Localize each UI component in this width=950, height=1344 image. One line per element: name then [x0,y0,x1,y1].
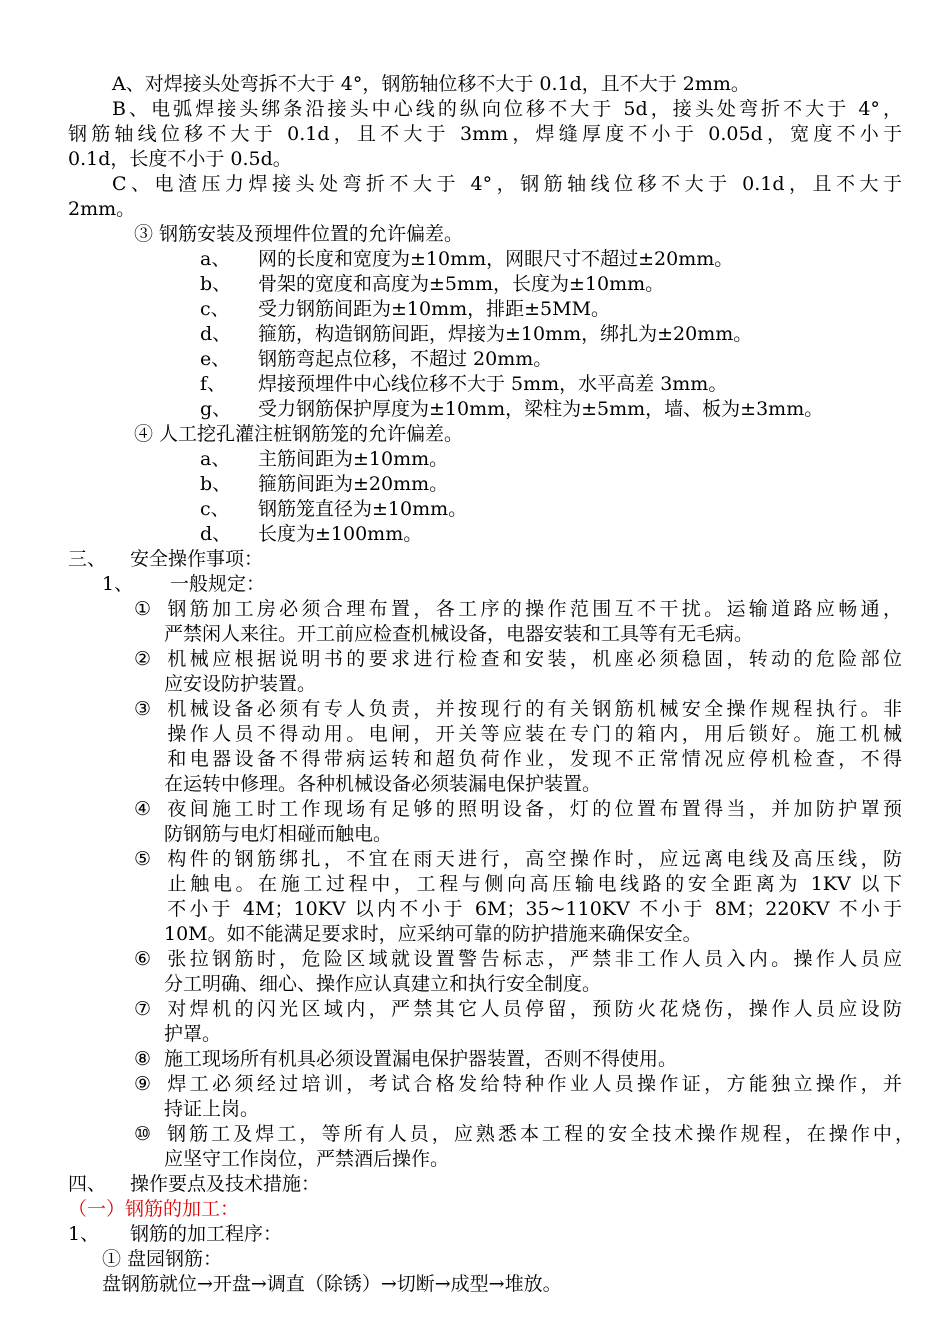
safety-rule-line [134,872,902,897]
coil-flow: 盘钢筋就位→开盘→调直（除锈）→切断→成型→堆放。 [102,1273,562,1295]
rule-text: 机械设备必须有专人负责，并按现行的有关钢筋机械安全操作规程执行。非 [164,698,902,720]
rule-text: 10M。如不能满足要求时，应采纳可靠的防护措施来确保安全。 [164,923,702,945]
sec4-item-d [200,522,422,547]
rule-text: 焊工必须经过培训，考试合格发给特种作业人员操作证，方能独立操作，并 [164,1073,902,1095]
sec3-item-e [200,347,552,372]
heading-4-1 [68,1222,282,1247]
item-text: 主筋间距为±10mm。 [258,448,449,470]
rule-number: ④ [134,798,152,820]
safety-rule-line [134,947,902,972]
rule-number: ⑨ [134,1073,152,1095]
heading-4 [68,1172,320,1197]
heading-text: 钢筋的加工程序： [130,1223,283,1245]
item-text: 钢筋弯起点位移，不超过 20mm。 [258,348,553,370]
sec3-item-f [200,372,727,397]
item-marker: g、 [200,398,232,420]
heading-text: 操作要点及技术措施： [130,1173,321,1195]
rule-number: ② [134,648,152,670]
item-marker: d、 [200,523,232,545]
rule-text: 应安设防护装置。 [164,673,317,695]
rule-number: ⑦ [134,998,152,1020]
sec4-item-b [200,472,448,497]
heading-3 [68,547,263,572]
sec4-item-a [200,447,448,472]
rule-number: ⑤ [134,848,152,870]
safety-rule-line [134,797,902,822]
sec3-item-b [200,272,664,297]
rule-text: 操作人员不得动用。电闸，开关等应装在专门的箱内，用后锁好。施工机械 [164,723,902,745]
weld-c-line-2: 2mm。 [68,198,136,220]
item-marker: e、 [200,348,231,370]
heading-number: 三、 [68,548,107,570]
coil-title: ① 盘园钢筋： [102,1248,223,1270]
item-marker: c、 [200,298,230,320]
rule-text: 护罩。 [164,1023,222,1045]
rule-text: 防钢筋与电灯相碰而触电。 [164,823,393,845]
rule-text: 严禁闲人来往。开工前应检查机械设备，电器安装和工具等有无毛病。 [164,623,754,645]
heading-3-1 [102,572,265,597]
item-text: 钢筋笼直径为±10mm。 [258,498,468,520]
weld-c-line-1: C、电渣压力焊接头处弯折不大于 4°，钢筋轴线位移不大于 0.1d，且不大于 [112,173,902,195]
weld-b-line-1: B、电弧焊接头绑条沿接头中心线的纵向位移不大于 5d，接头处弯折不大于 4°， [112,98,902,120]
heading-text: 安全操作事项： [130,548,264,570]
heading-4-subtitle: （一）钢筋的加工： [68,1198,240,1220]
safety-rule-line [134,772,601,797]
item-text: 骨架的宽度和高度为±5mm，长度为±10mm。 [258,273,665,295]
weld-b-line-2: 钢筋轴线位移不大于 0.1d，且不大于 3mm，焊缝厚度不小于 0.05d，宽度不小于 [68,123,902,145]
item-text: 受力钢筋保护厚度为±10mm，梁柱为±5mm，墙、板为±3mm。 [258,398,824,420]
rule-number: ⑥ [134,948,152,970]
rule-text: 和电器设备不得带病运转和超负荷作业，发现不正常情况应停机检查，不得 [164,748,902,770]
rule-text: 夜间施工时工作现场有足够的照明设备，灯的位置布置得当，并加防护罩预 [164,798,902,820]
rule-text: 在运转中修理。各种机械设备必须装漏电保护装置。 [164,773,602,795]
rule-text: 不小于 4M；10KV 以内不小于 6M；35~110KV 不小于 8M；220KV 不小于 [164,898,902,920]
sec3-item-a [200,247,733,272]
rule-text: 钢筋工及焊工，等所有人员，应熟悉本工程的安全技术操作规程，在操作中， [164,1123,914,1145]
sec3-item-g [200,397,823,422]
safety-rule-line [134,722,902,747]
section-4-title: ④ 人工挖孔灌注桩钢筋笼的允许偏差。 [134,423,464,445]
rule-number: ⑩ [134,1123,152,1145]
sec3-item-d [200,322,752,347]
safety-rule-line [134,647,902,672]
rule-text: 持证上岗。 [164,1098,260,1120]
safety-rule-line [134,697,902,722]
rule-text: 张拉钢筋时，危险区域就设置警告标志，严禁非工作人员入内。操作人员应 [164,948,902,970]
rule-text: 止触电。在施工过程中，工程与侧向高压输电线路的安全距离为 1KV 以下 [164,873,902,895]
safety-rule-line [134,972,601,997]
safety-rule-line [134,1147,449,1172]
item-marker: b、 [200,473,232,495]
item-text: 受力钢筋间距为±10mm，排距±5MM。 [258,298,611,320]
rule-number: ③ [134,698,152,720]
rule-text: 钢筋加工房必须合理布置，各工序的操作范围互不干扰。运输道路应畅通， [164,598,902,620]
item-text: 焊接预埋件中心线位移不大于 5mm，水平高差 3mm。 [258,373,728,395]
rule-number: ① [134,598,152,620]
item-text: 箍筋间距为±20mm。 [258,473,449,495]
heading-number: 四、 [68,1173,107,1195]
safety-rule-line [134,922,702,947]
safety-rule-line [134,1072,902,1097]
safety-rule-line [134,597,902,622]
safety-rule-line [134,897,902,922]
rule-text: 施工现场所有机具必须设置漏电保护器装置，否则不得使用。 [164,1048,678,1070]
heading-number: 1、 [68,1223,100,1245]
item-marker: b、 [200,273,232,295]
sec3-item-c [200,297,610,322]
rule-text: 分工明确、细心、操作应认真建立和执行安全制度。 [164,973,602,995]
rule-number: ⑧ [134,1048,152,1070]
heading-number: 1、 [102,573,134,595]
rule-text: 对焊机的闪光区域内，严禁其它人员停留，预防火花烧伤，操作人员应设防 [164,998,902,1020]
rule-text: 构件的钢筋绑扎，不宜在雨天进行，高空操作时，应远离电线及高压线，防 [164,848,902,870]
safety-rule-line [134,747,902,772]
weld-a-line: A、对焊接头处弯拆不大于 4°，钢筋轴位移不大于 0.1d，且不大于 2mm。 [112,73,750,95]
safety-rule-line [134,1122,914,1147]
safety-rule-line [134,1097,259,1122]
item-text: 网的长度和宽度为±10mm，网眼尺寸不超过±20mm。 [258,248,734,270]
safety-rule-line [134,847,902,872]
safety-rule-line [134,1022,221,1047]
item-marker: f、 [200,373,227,395]
section-3-title: ③ 钢筋安装及预埋件位置的允许偏差。 [134,223,464,245]
item-marker: c、 [200,498,230,520]
sec4-item-c [200,497,467,522]
item-marker: d、 [200,323,232,345]
safety-rule-line [134,822,392,847]
safety-rule-line [134,1047,677,1072]
item-marker: a、 [200,448,231,470]
item-marker: a、 [200,248,231,270]
weld-b-line-3: 0.1d，长度不小于 0.5d。 [68,148,292,170]
rule-text: 应坚守工作岗位，严禁酒后操作。 [164,1148,450,1170]
rule-text: 机械应根据说明书的要求进行检查和安装，机座必须稳固，转动的危险部位 [164,648,902,670]
item-text: 长度为±100mm。 [258,523,423,545]
safety-rule-line [134,622,753,647]
heading-text: 一般规定： [170,573,266,595]
safety-rule-line [134,997,902,1022]
item-text: 箍筋，构造钢筋间距，焊接为±10mm，绑扎为±20mm。 [258,323,753,345]
safety-rule-line [134,672,316,697]
